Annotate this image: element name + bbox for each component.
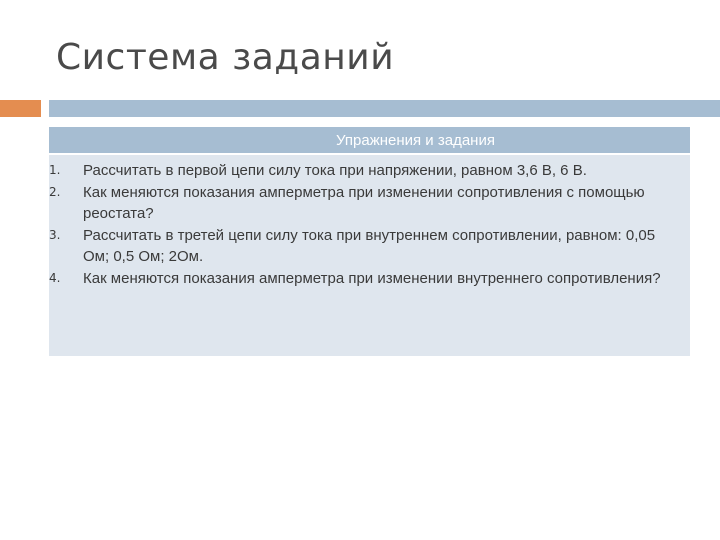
task-text: Как меняются показания амперметра при изменении внутреннего сопротивления? [83,269,661,287]
task-number: 1. [49,163,61,177]
accent-blue-bar [49,100,720,117]
task-number: 4. [49,270,61,285]
task-item [49,182,678,225]
task-number: 2. [49,184,61,199]
task-list [49,155,690,289]
slide-title: Система заданий [56,37,395,78]
task-text: Как меняются показания амперметра при изменении сопротивления с помощью реостата? [83,183,645,222]
task-item [49,160,678,182]
task-number: 3. [49,227,61,242]
task-item [49,225,678,268]
table-header: Упражнения и задания [49,127,690,155]
task-text: Рассчитать в третей цепи силу тока при внутреннем сопротивлении, равном: 0,05 Ом; 0,5 Ом; 2Ом. [83,226,656,265]
accent-orange-bar [0,100,41,117]
tasks-table [49,127,690,356]
task-text: Рассчитать в первой цепи силу тока при напряжении, равном 3,6 В, 6 В. [83,162,587,179]
task-item [49,268,678,290]
